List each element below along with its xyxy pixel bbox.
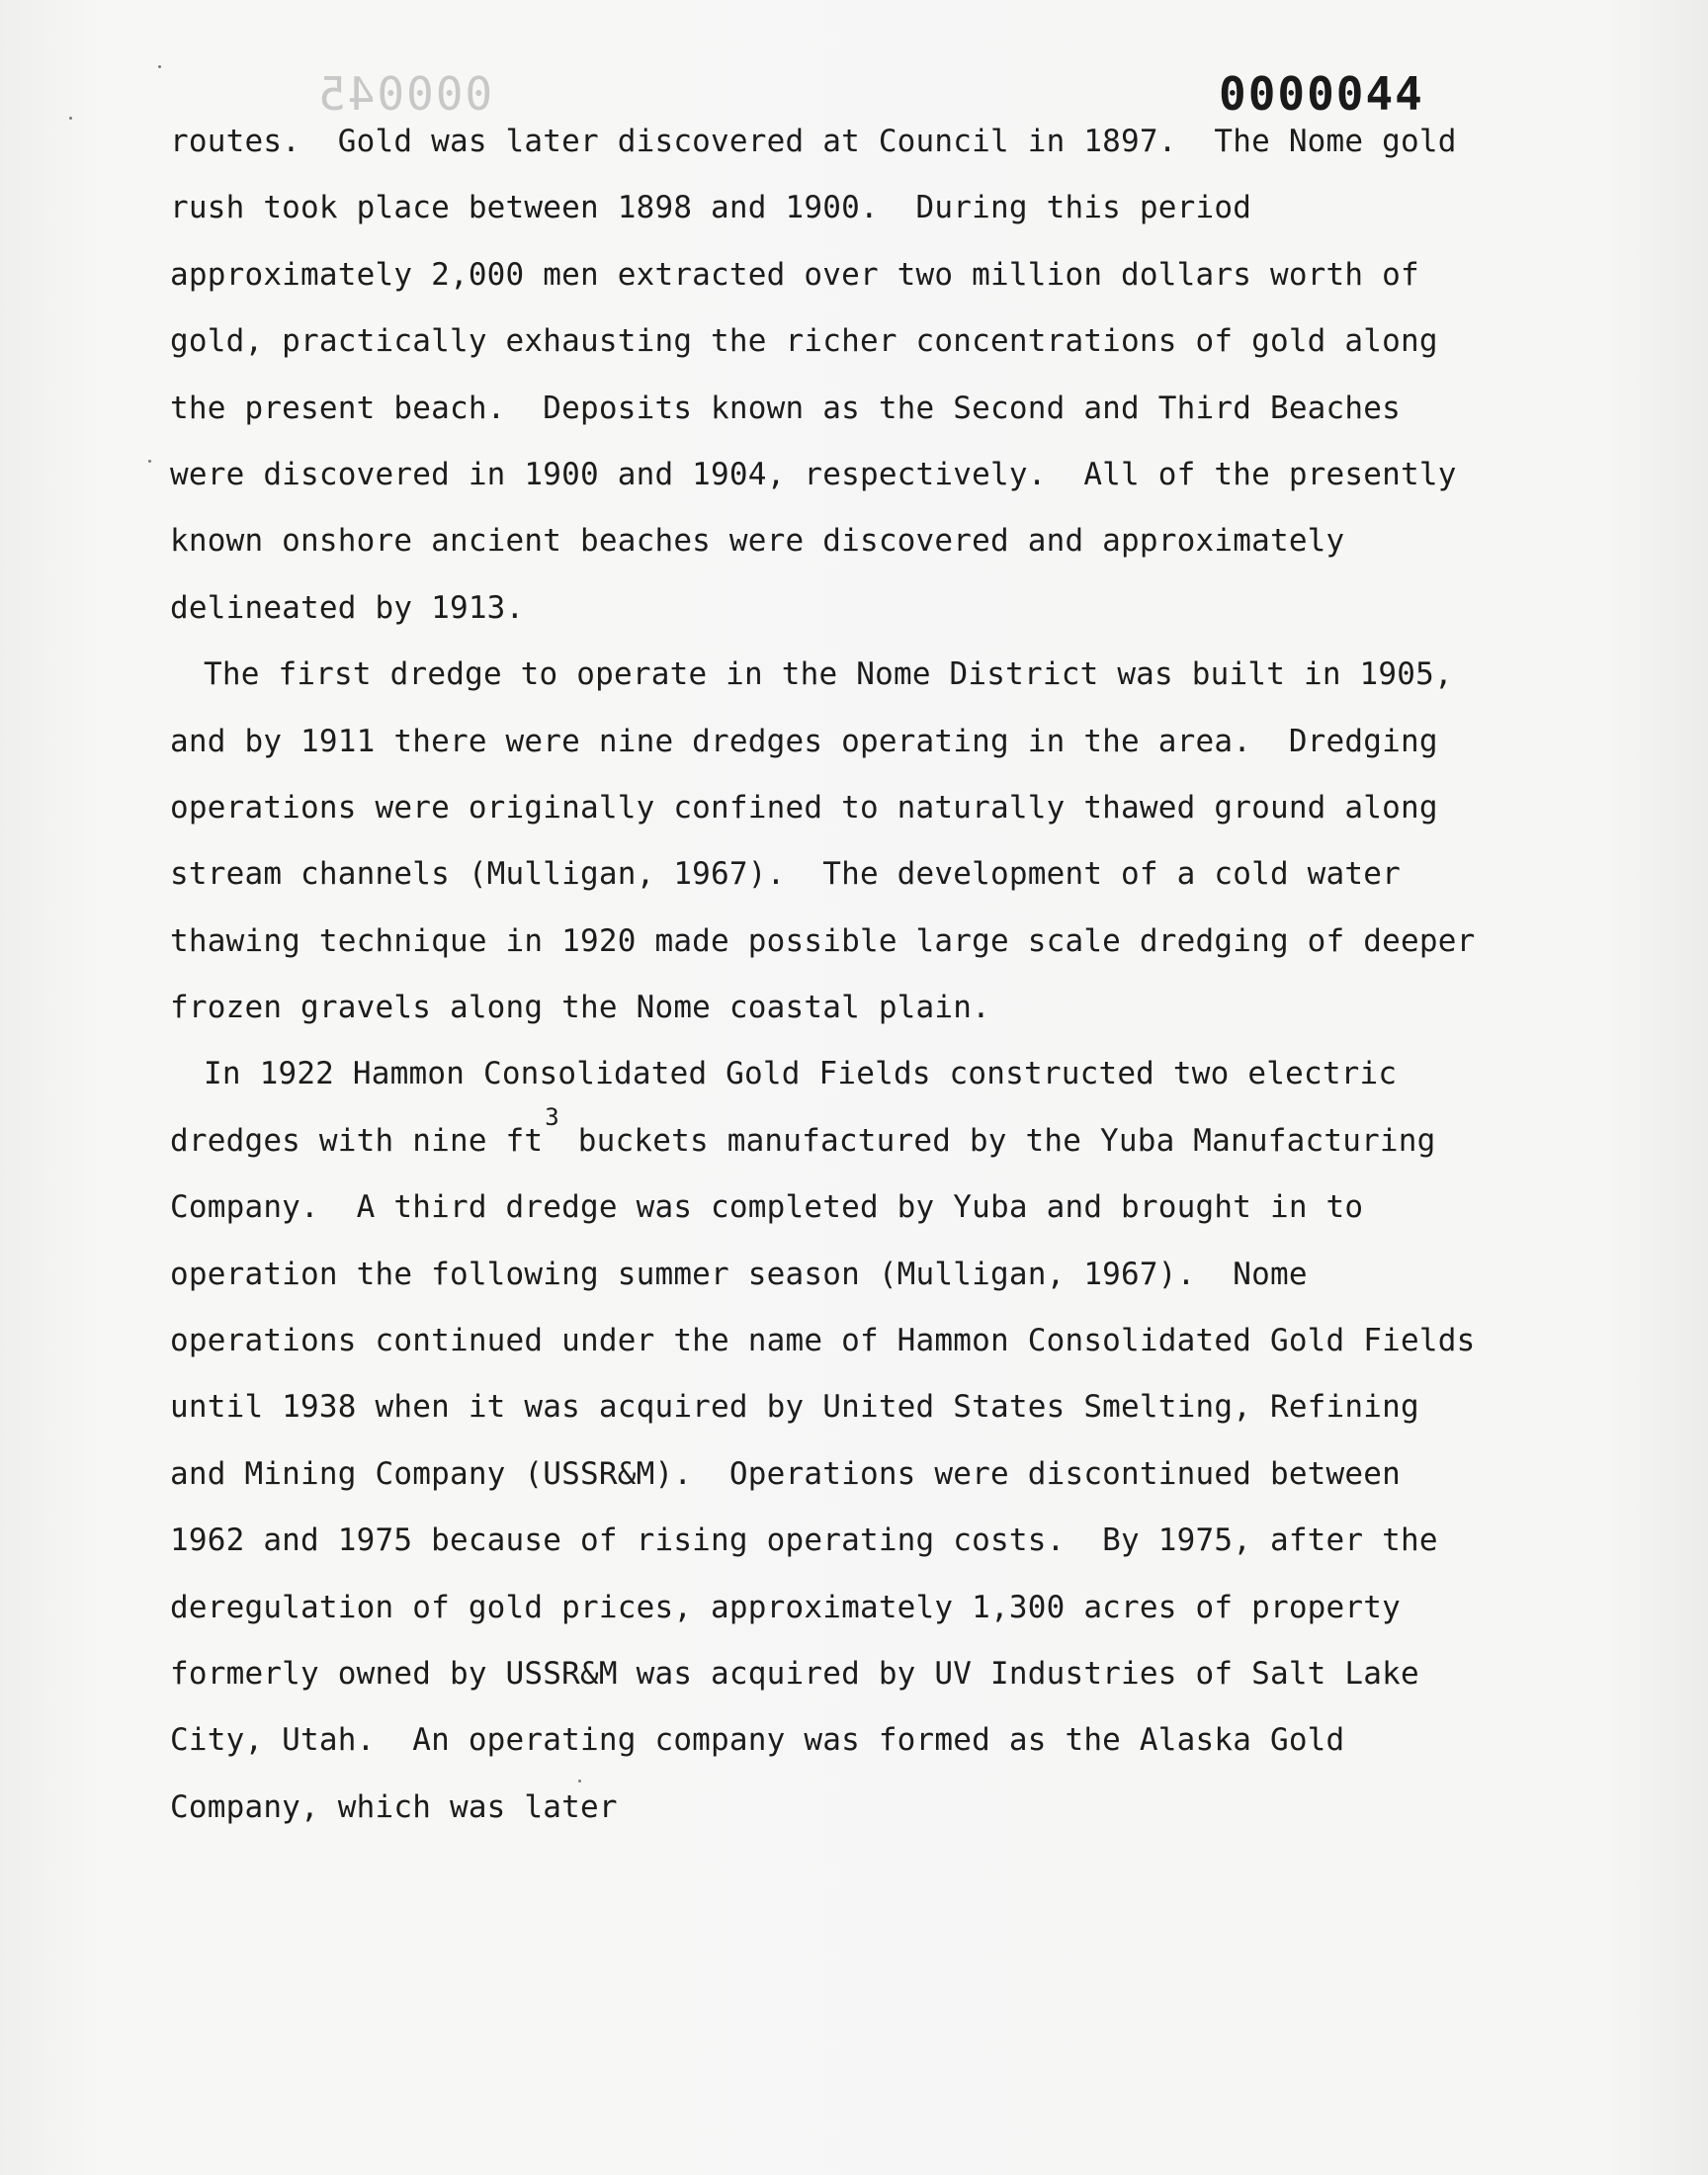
text-line: and Mining Company (USSR&M). Operations were discontinued between [170, 1455, 1401, 1492]
text-line: gold, practically exhausting the richer concentrations of gold along [170, 323, 1438, 360]
text-line: The first dredge to operate in the Nome District was built in 1905, [204, 656, 1453, 693]
paragraph-2 [170, 650, 1476, 1049]
scan-speck [148, 460, 151, 463]
text-line: the present beach. Deposits known as the Second and Third Beaches [170, 390, 1401, 426]
text-line: operations were originally confined to naturally thawed ground along [170, 789, 1438, 826]
text-line: known onshore ancient beaches were discovered and approximately [170, 523, 1345, 560]
text-line: City, Utah. An operating company was formed as the Alaska Gold [170, 1722, 1345, 1759]
superscript: 3 [545, 1102, 559, 1131]
scan-speck [69, 117, 72, 120]
text-line: formerly owned by USSR&M was acquired by UV Industries of Salt Lake [170, 1655, 1419, 1692]
text-line-with-superscript [170, 1102, 1436, 1182]
paragraph-1 [170, 117, 1457, 650]
text-line: and by 1911 there were nine dredges operating in the area. Dredging [170, 723, 1438, 759]
text-line: operation the following summer season (Mulligan, 1967). Nome [170, 1256, 1308, 1292]
text-line: were discovered in 1900 and 1904, respectively. All of the presently [170, 456, 1457, 492]
scan-speck [158, 65, 161, 68]
bleed-through-stamp: 000045 [316, 67, 493, 121]
text-line: delineated by 1913. [170, 589, 525, 626]
text-line: approximately 2,000 men extracted over two million dollars worth of [170, 256, 1419, 293]
paragraph-3 [170, 1049, 1476, 1849]
text-line: frozen gravels along the Nome coastal plain. [170, 990, 990, 1026]
page-number-stamp: 0000044 [1219, 67, 1424, 121]
text-line: rush took place between 1898 and 1900. During this period [170, 190, 1252, 226]
body-text [170, 117, 1476, 1849]
text-line: In 1922 Hammon Consolidated Gold Fields constructed two electric [204, 1056, 1398, 1092]
text-line: routes. Gold was later discovered at Council in 1897. The Nome gold [170, 124, 1457, 159]
text-segment: buckets manufactured by the Yuba Manufacturing [558, 1122, 1436, 1159]
text-line: deregulation of gold prices, approximately 1,300 acres of property [170, 1589, 1401, 1625]
text-line: Company, which was later [170, 1788, 618, 1825]
text-segment: dredges with nine ft [170, 1122, 544, 1159]
text-line: thawing technique in 1920 made possible large scale dredging of deeper [170, 922, 1476, 959]
text-line: operations continued under the name of Hammon Consolidated Gold Fields [170, 1323, 1476, 1359]
text-line: stream channels (Mulligan, 1967). The development of a cold water [170, 856, 1401, 893]
text-line: Company. A third dredge was completed by Yuba and brought in to [170, 1189, 1364, 1226]
text-line: until 1938 when it was acquired by United States Smelting, Refining [170, 1389, 1419, 1426]
text-line: 1962 and 1975 because of rising operating costs. By 1975, after the [170, 1522, 1438, 1559]
